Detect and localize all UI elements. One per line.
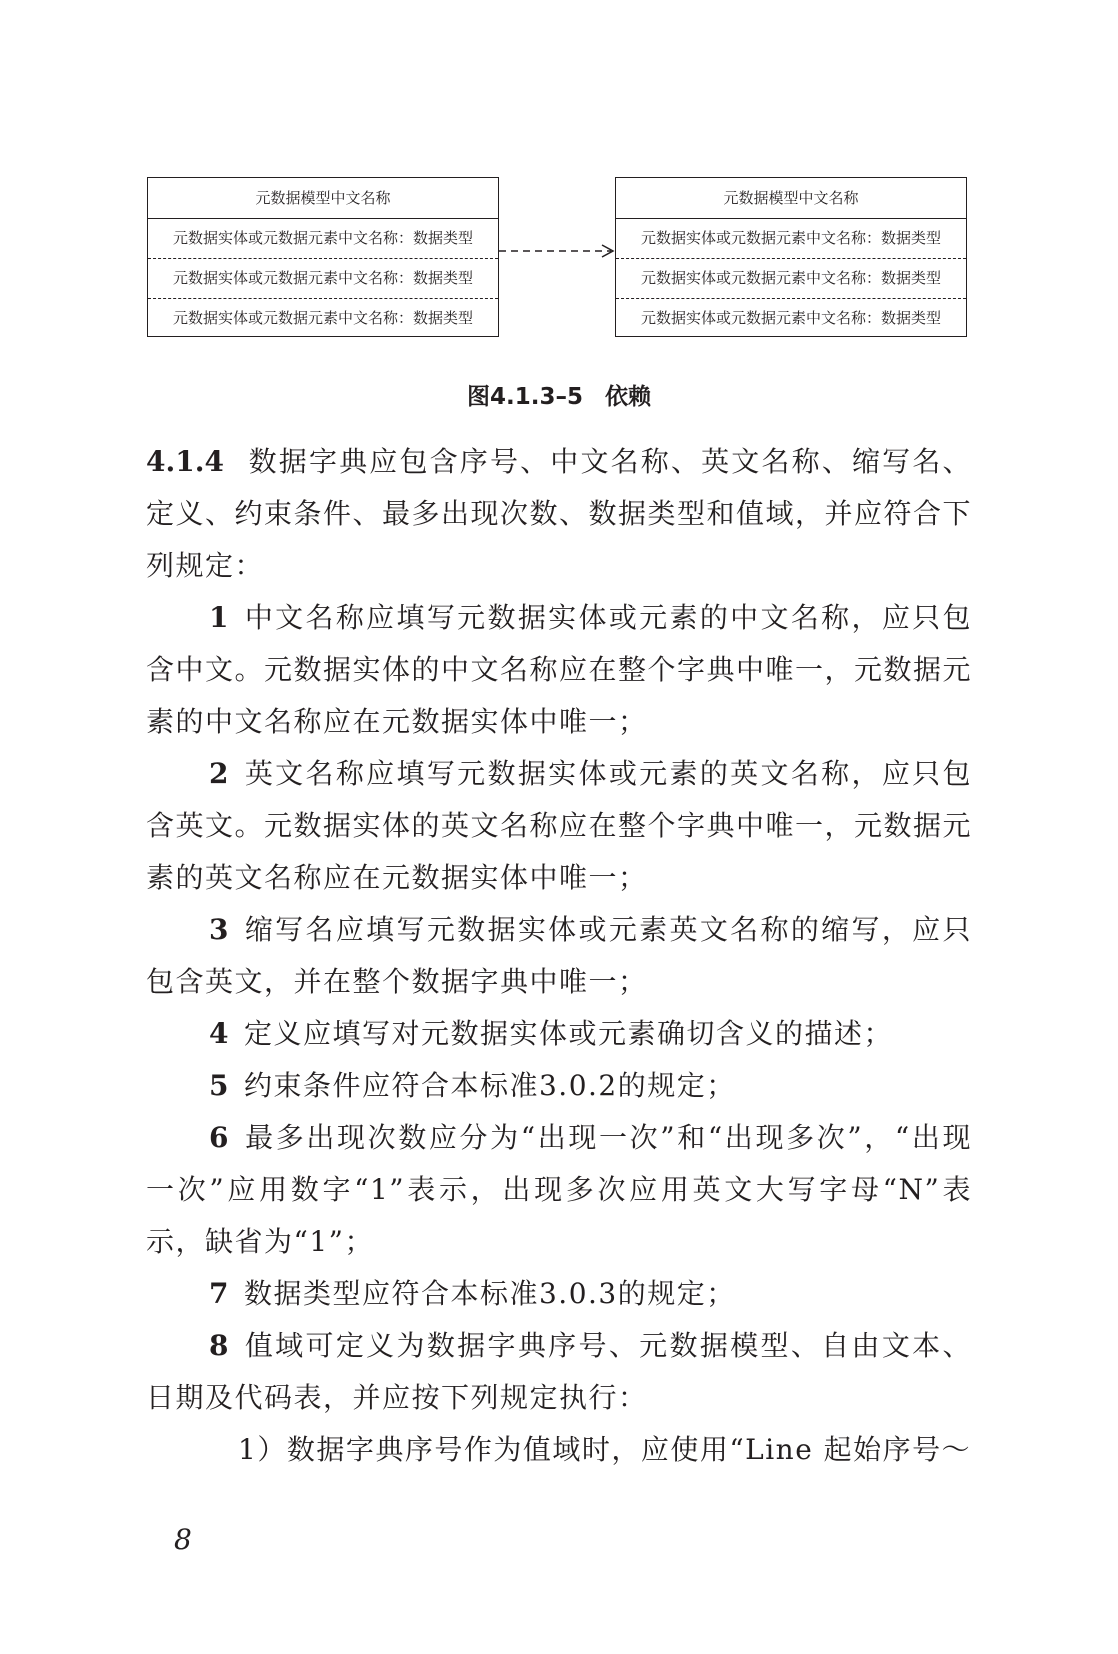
figure-caption	[0, 378, 1118, 411]
item-number: 3	[209, 913, 230, 946]
list-item	[146, 1060, 972, 1112]
item-number: 5	[209, 1069, 230, 1102]
left-box-title: 元数据模型中文名称	[148, 178, 498, 219]
right-box-row: 元数据实体或元数据元素中文名称：数据类型	[640, 229, 941, 247]
item-text: 值域可定义为数据字典序号、元数据模型、自由文本、日期及代码表，并应按下列规定执行：	[146, 1329, 972, 1414]
clause-number: 4.1.4	[146, 445, 224, 478]
figure-number: 图4.1.3–5	[467, 384, 583, 410]
clause-body	[146, 436, 972, 1476]
sub-list-item: 1）数据字典序号作为值域时，应使用“Line 起始序号～	[238, 1433, 972, 1466]
right-box-row: 元数据实体或元数据元素中文名称：数据类型	[616, 258, 966, 298]
item-text: 数据类型应符合本标准3.0.3的规定；	[243, 1277, 736, 1310]
item-text: 约束条件应符合本标准3.0.2的规定；	[243, 1069, 736, 1102]
item-number: 8	[209, 1329, 230, 1362]
clause-intro-text: 数据字典应包含序号、中文名称、英文名称、缩写名、定义、约束条件、最多出现次数、数据类型和值域，并应符合下列规定：	[146, 445, 973, 582]
clause-intro	[146, 436, 972, 592]
page-number: 8	[174, 1523, 192, 1556]
left-model-box	[147, 177, 499, 337]
item-number: 6	[209, 1121, 230, 1154]
left-box-row: 元数据实体或元数据元素中文名称：数据类型	[148, 258, 498, 298]
list-item	[146, 1112, 972, 1268]
left-box-row: 元数据实体或元数据元素中文名称：数据类型	[172, 229, 473, 247]
list-item	[146, 748, 972, 904]
figure-title: 依赖	[605, 384, 651, 410]
item-text: 英文名称应填写元数据实体或元素的英文名称，应只包含英文。元数据实体的英文名称应在整个字典中唯一，元数据元素的英文名称应在元数据实体中唯一；	[146, 757, 973, 894]
item-text: 最多出现次数应分为“出现一次”和“出现多次”，“出现一次”应用数字“1”表示，出现多次应用英文大写字母“N”表示，缺省为“1”；	[146, 1121, 972, 1258]
item-number: 2	[209, 757, 230, 790]
item-text: 缩写名应填写元数据实体或元素英文名称的缩写，应只包含英文，并在整个数据字典中唯一；	[146, 913, 972, 998]
item-text: 定义应填写对元数据实体或元素确切含义的描述；	[243, 1017, 893, 1050]
item-number: 7	[209, 1277, 230, 1310]
list-item	[146, 1268, 972, 1320]
list-item	[146, 1008, 972, 1060]
left-box-row: 元数据实体或元数据元素中文名称：数据类型	[148, 298, 498, 338]
list-item	[146, 1320, 972, 1424]
item-number: 4	[209, 1017, 230, 1050]
right-box-row: 元数据实体或元数据元素中文名称：数据类型	[616, 298, 966, 338]
dependency-arrow-icon	[499, 243, 617, 259]
item-number: 1	[209, 601, 230, 634]
list-item	[146, 904, 972, 1008]
right-box-title: 元数据模型中文名称	[616, 178, 966, 219]
list-item	[146, 592, 972, 748]
right-model-box	[615, 177, 967, 337]
item-text: 中文名称应填写元数据实体或元素的中文名称，应只包含中文。元数据实体的中文名称应在整个字典中唯一，元数据元素的中文名称应在元数据实体中唯一；	[146, 601, 973, 738]
